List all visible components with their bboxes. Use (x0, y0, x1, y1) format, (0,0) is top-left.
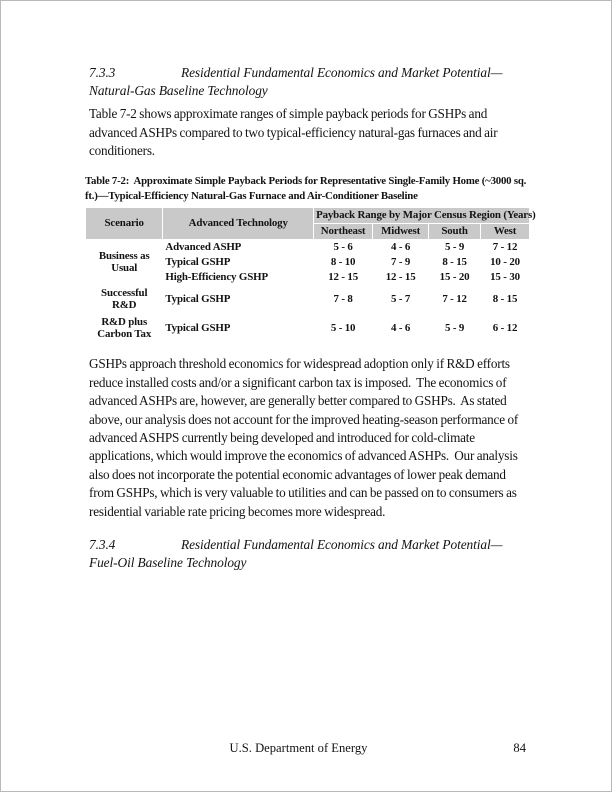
payback-value-cell: 10 - 20 (490, 255, 520, 268)
col-header-south: South (429, 224, 480, 239)
section-number: 7.3.4 (89, 537, 116, 553)
payback-value-cell: 8 - 15 (492, 292, 518, 305)
payback-value-cell: 7 - 12 (442, 292, 467, 305)
payback-value-cell: 8 - 10 (330, 255, 356, 268)
payback-value-cell: 4 - 6 (391, 321, 411, 334)
page-footer (89, 741, 526, 756)
table-header-row-1 (86, 208, 529, 223)
col-header-scenario: Scenario (86, 208, 162, 239)
technology-cell: Typical GSHP (165, 292, 231, 305)
table-caption: Table 7-2: Approximate Simple Payback Periods for Representative Single-Family Home (~3000 sq. ft.)—Typical-Efficiency Natural-Gas Furnace and Air-Conditioner Baseline (85, 174, 529, 203)
payback-value-cell: 5 - 9 (444, 321, 465, 334)
payback-value-cell: 7 - 12 (492, 240, 518, 253)
payback-value-cell: 12 - 15 (328, 270, 358, 283)
section-title: Residential Fundamental Economics and Market Potential—Fuel-Oil Baseline Technology (89, 537, 503, 571)
payback-value-cell: 7 - 9 (391, 255, 411, 268)
payback-value-cell: 5 - 10 (330, 321, 356, 334)
col-header-technology: Advanced Technology (163, 208, 313, 239)
payback-value-cell: 7 - 8 (333, 292, 353, 305)
page-content (85, 64, 536, 573)
technology-cell: Typical GSHP (165, 321, 231, 334)
page-number: 84 (513, 741, 526, 755)
technology-cell: High-Efficiency GSHP (165, 270, 268, 283)
analysis-paragraph: GSHPs approach threshold economics for widespread adoption only if R&D efforts reduce installed costs and/or a significant carbon tax is imposed. The economics of advanced ASHPs are, however, are generally better compared to GSHPs. As stated above, our analysis does not account for the improved heating-season performance of advanced ASHPS currently being developed and introduced for cold-climate applications, which would improve the economics of advanced ASHPs. Our analysis also does not incorporate the potential economic advantages of lower peak demand from GSHPs, which is very valuable to utilities and can be passed on to consumers as residential variable rate pricing becomes more widespread. (89, 356, 521, 519)
col-header-midwest: Midwest (373, 224, 428, 239)
footer-text: U.S. Department of Energy (229, 741, 368, 755)
section-title: Residential Fundamental Economics and Market Potential—Natural-Gas Baseline Technology (89, 65, 503, 99)
section-heading-7-3-4 (89, 536, 527, 572)
col-header-northeast: Northeast (314, 224, 372, 239)
technology-cell: Advanced ASHP (165, 240, 242, 253)
payback-table (85, 207, 536, 343)
scenario-cell: R&D plus Carbon Tax (97, 315, 152, 341)
section-number: 7.3.3 (89, 65, 116, 80)
payback-value-cell: 5 - 7 (391, 292, 411, 305)
table-row (86, 314, 529, 342)
col-header-west: West (481, 224, 529, 239)
payback-value-cell: 12 - 15 (385, 270, 416, 283)
payback-value-cell: 4 - 6 (391, 240, 411, 253)
payback-value-cell: 6 - 12 (492, 321, 518, 334)
section-heading-7-3-3 (89, 64, 527, 100)
technology-cell: Typical GSHP (165, 255, 231, 268)
scenario-cell: Business as Usual (98, 249, 150, 275)
table-row (86, 285, 529, 313)
table-row (86, 240, 529, 254)
col-header-payback-group: Payback Range by Major Census Region (Years) (316, 209, 536, 222)
payback-value-cell: 15 - 30 (490, 270, 520, 283)
intro-paragraph: Table 7-2 shows approximate ranges of simple payback periods for GSHPs and advanced ASHPs compared to two typical-efficiency natural-gas furnaces and air conditioners. (89, 106, 501, 159)
payback-value-cell: 5 - 6 (333, 240, 353, 253)
payback-value-cell: 15 - 20 (439, 270, 470, 283)
payback-value-cell: 8 - 15 (442, 255, 467, 268)
scenario-cell: Successful R&D (101, 286, 148, 312)
payback-value-cell: 5 - 9 (444, 240, 465, 253)
